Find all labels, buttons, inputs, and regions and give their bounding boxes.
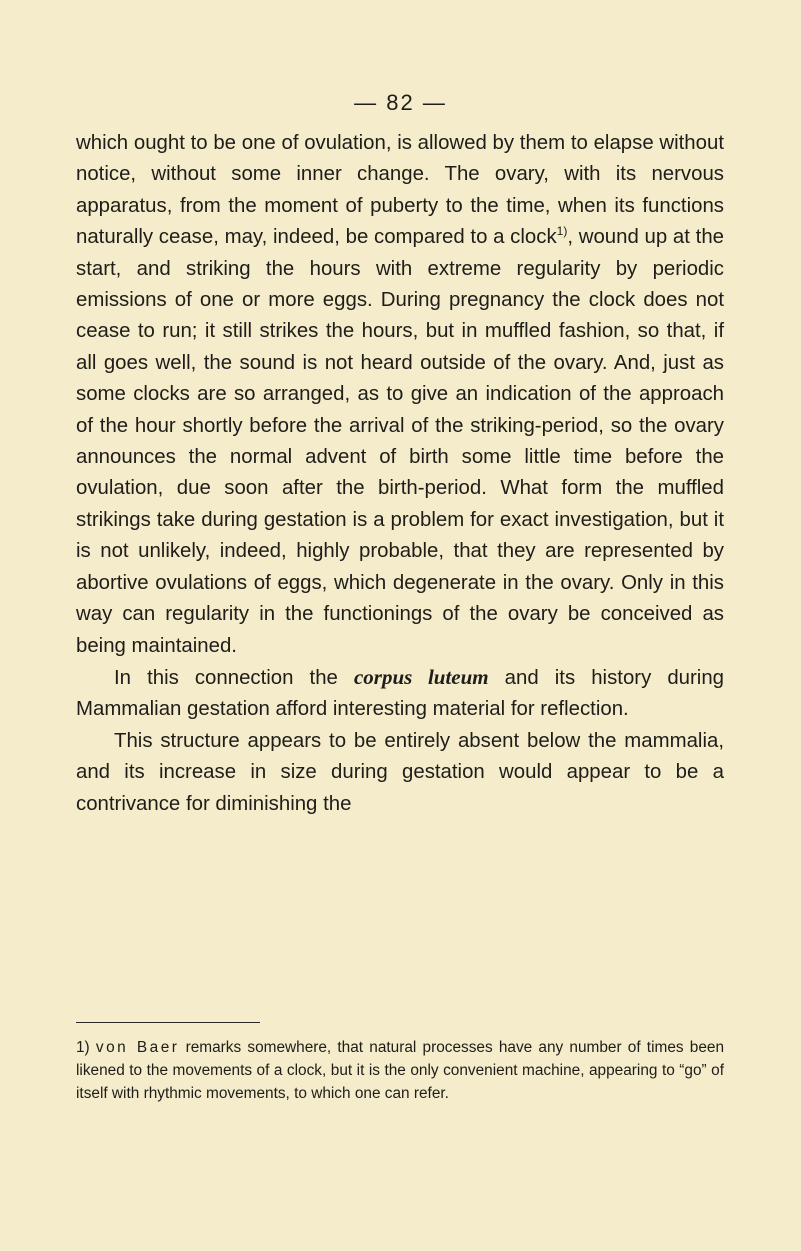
paragraph-2 [76, 662, 724, 726]
footnote-divider [76, 1022, 260, 1023]
footnote-author: von Baer [95, 1039, 180, 1056]
paragraph-2-text-after: and its history during Mammalian gestation afford interesting material for reflection. [76, 666, 725, 721]
paragraph-1-text-start: which ought to be one of ovulation, is allowed by them to elapse without notice, without some inner change. The ovary, with its nervous apparatus, from the moment of puberty to the time, when its functions naturally cease, may, indeed, be compared to a clock [76, 132, 724, 249]
footnote-reference[interactable]: 1) [556, 224, 568, 239]
paragraph-2-text-before: In this connection the [114, 666, 354, 689]
main-text [76, 128, 724, 820]
corpus-luteum-term: corpus luteum [353, 664, 489, 689]
page-number: — 82 — [354, 90, 447, 115]
paragraph-1 [76, 128, 724, 662]
paragraph-3: This structure appears to be entirely absent below the mammalia, and its increase in size during gestation would appear to be a contrivance for diminishing the [76, 729, 724, 815]
footnote-text: remarks somewhere, that natural processes have any number of times been likened to the movements of a clock, but it is the only convenient machine, appearing to “go” of itself with rhythmic movements, to which one can refer. [76, 1039, 725, 1102]
footnote-marker: 1) [76, 1039, 90, 1056]
paragraph-1-text-end: , wound up at the start, and striking the hours with extreme regularity by periodic emissions of one or more eggs. During pregnancy the clock does not cease to run; it still strikes the hours, but in muffled fashion, so that, if all goes well, the sound is not heard outside of the ovary. And, just as some clocks are so arranged, as to give an indication of the approach of the hour shortly before the arrival of the striking-period, so the ovary announces the normal advent of birth some little time before the ovulation, due soon after the birth-period. What form the muffled strikings take during gestation is a problem for exact investigation, but it is not unlikely, indeed, highly probable, that they are represented by abortive ovulations of eggs, which degenerate in the ovary. Only in this way can regularity in the functionings of the ovary be conceived as being maintained. [76, 226, 724, 657]
footnote [76, 1036, 724, 1105]
